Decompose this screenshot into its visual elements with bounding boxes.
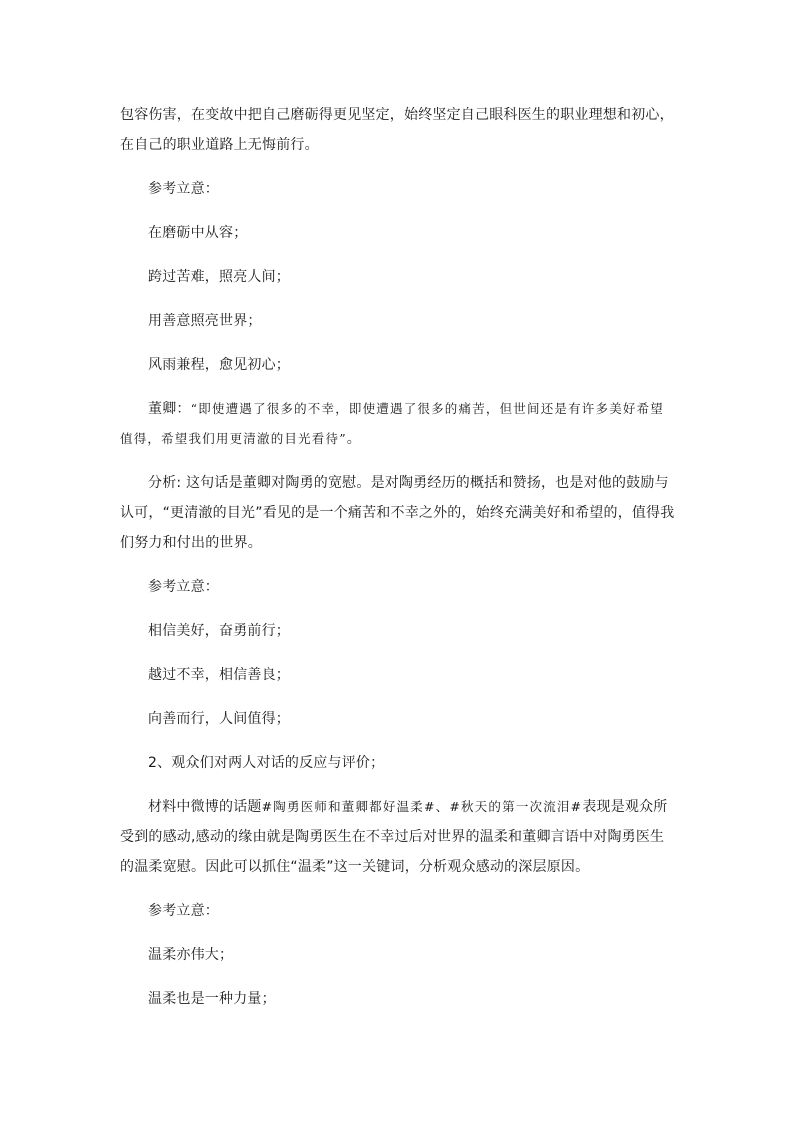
paragraph-continuation: 包容伤害，在变故中把自己磨砺得更见坚定，始终坚定自己眼科医生的职业理想和初心，在自己的职业道路上无悔前行。 bbox=[120, 107, 674, 153]
reference-item: 越过不幸，相信善良； bbox=[148, 667, 290, 683]
analysis-paragraph bbox=[120, 468, 675, 558]
reference-item: 用善意照亮世界； bbox=[148, 313, 262, 329]
reference-item: 相信美好，奋勇前行； bbox=[148, 623, 290, 639]
reference-item: 跨过苦难，照亮人间； bbox=[148, 269, 290, 285]
section-heading-2: 2、观众们对两人对话的反应与评价； bbox=[148, 755, 385, 771]
reference-item: 风雨兼程，愈见初心； bbox=[148, 357, 290, 373]
quote-speaker: 董卿： bbox=[148, 401, 191, 417]
material-tags: #陶勇医师和董卿都好温柔#、#秋天的第一次流泪# bbox=[261, 799, 583, 814]
document-body bbox=[120, 100, 675, 1028]
reference-heading-2: 参考立意： bbox=[148, 579, 219, 595]
material-paragraph bbox=[120, 792, 675, 882]
reference-heading-1: 参考立意： bbox=[148, 181, 219, 197]
quote-text: “即使遭遇了很多的不幸，即使遭遇了很多的痛苦，但世间还是有许多美好希望值得，希望我们用更清澈的目光看待” bbox=[120, 401, 665, 446]
analysis-text: 这句话是董卿对陶勇的宽慰。是对陶勇经历的概括和赞扬，也是对他的鼓励与认可，“更清澈的目光”看见的是一个痛苦和不幸之外的，始终充满美好和希望的，值得我们努力和付出的世界。 bbox=[120, 475, 675, 551]
analysis-lead: 分析: bbox=[148, 475, 182, 491]
reference-heading-3: 参考立意： bbox=[148, 903, 219, 919]
reference-item: 温柔亦伟大； bbox=[148, 947, 234, 963]
reference-item: 温柔也是一种力量； bbox=[148, 991, 276, 1007]
material-text: 表现是观众所受到的感动,感动的缘由就是陶勇医生在不幸过后对世界的温柔和董卿言语中对陶勇医生的温柔宽慰。因此可以抓住“温柔”这一关键词，分析观众感动的深层原因。 bbox=[120, 799, 668, 875]
reference-item: 在磨砺中从容； bbox=[148, 225, 248, 241]
material-lead: 材料中微博的话题 bbox=[148, 799, 262, 815]
quote-end: 。 bbox=[346, 431, 361, 447]
reference-item: 向善而行，人间值得； bbox=[148, 711, 290, 727]
quote-paragraph bbox=[120, 394, 675, 454]
